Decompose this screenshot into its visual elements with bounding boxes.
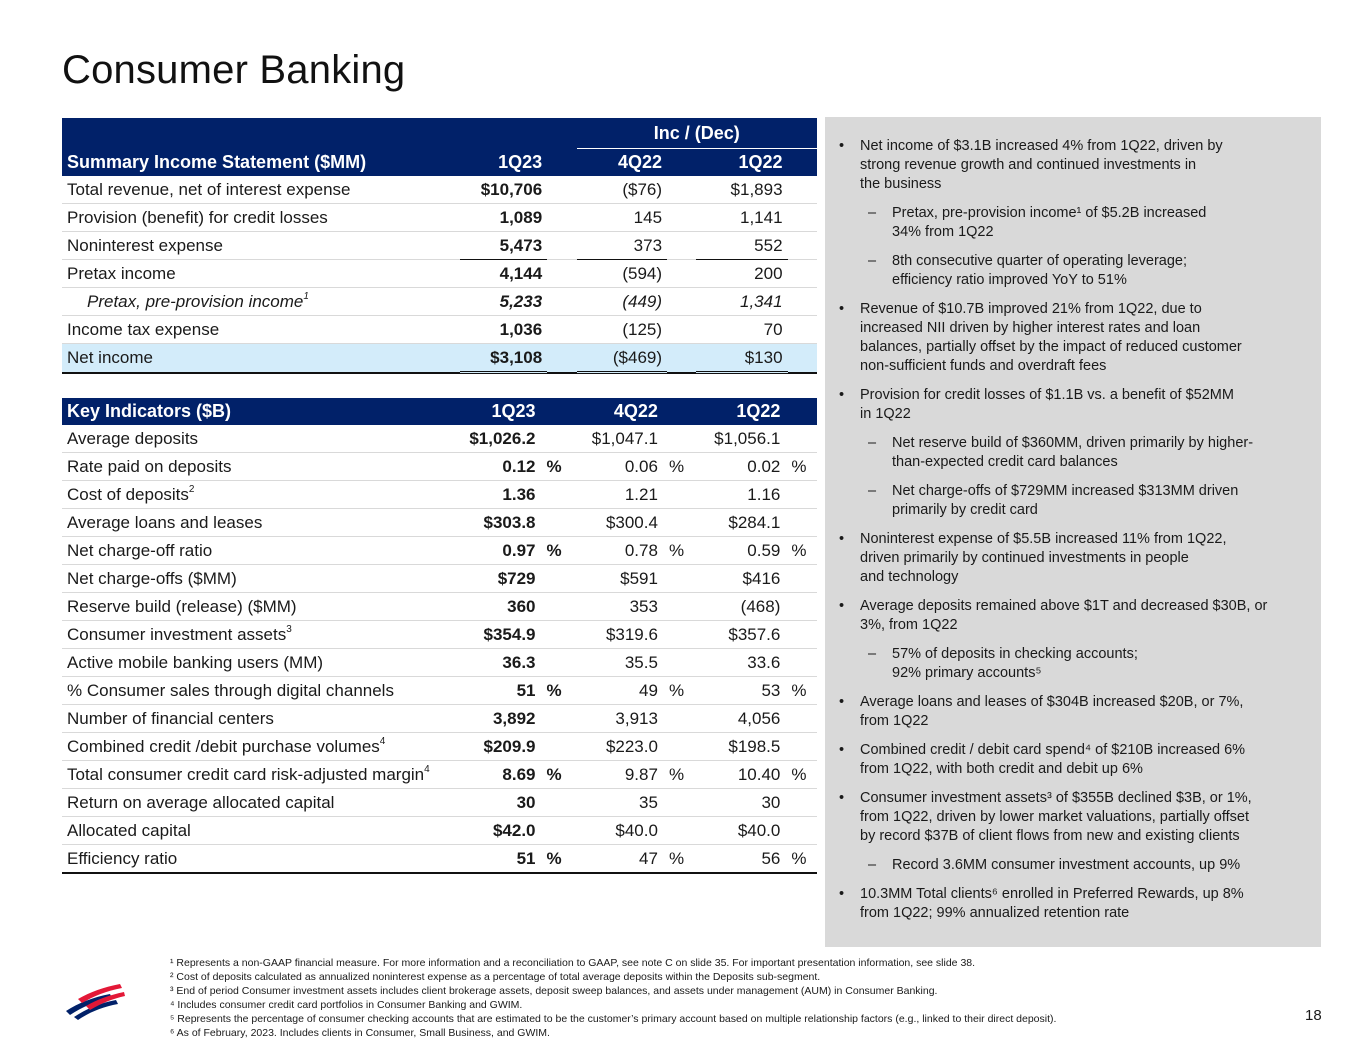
dash-marker: – bbox=[868, 435, 877, 451]
bullet-line: Average deposits remained above $1T and decreased $30B, or bbox=[860, 598, 1268, 614]
footnote: ¹ Represents a non-GAAP financial measure. For more information and a reconciliation to GAAP, see note C on slide 35. For important presentation information, see slide 38. bbox=[170, 957, 976, 969]
bank-flag-logo bbox=[64, 981, 126, 1026]
footnote: ² Cost of deposits calculated as annualized noninterest expense as a percentage of total average deposits within the Deposits sub-segment. bbox=[170, 971, 821, 983]
table-row bbox=[62, 845, 817, 874]
row-label bbox=[62, 288, 460, 316]
unit-4q22 bbox=[663, 733, 695, 761]
row-label-text: Income tax expense bbox=[67, 320, 220, 339]
value-1q22: $40.0 bbox=[695, 817, 786, 845]
value-1q23: $1,026.2 bbox=[455, 425, 541, 453]
table-row bbox=[62, 481, 817, 509]
table-row bbox=[62, 705, 817, 733]
spacer-cell bbox=[667, 288, 696, 316]
row-label-text: Reserve build (release) ($MM) bbox=[67, 597, 297, 616]
value-1q22-change: 1,141 bbox=[696, 204, 787, 232]
value-1q23: $729 bbox=[455, 565, 541, 593]
unit-1q23 bbox=[541, 789, 573, 817]
value-1q22: $198.5 bbox=[695, 733, 786, 761]
value-1q22: 10.40 bbox=[695, 761, 786, 789]
table-row bbox=[62, 260, 817, 288]
footnote-ref: 4 bbox=[424, 764, 430, 776]
unit-1q22 bbox=[785, 789, 817, 817]
unit-1q22: % bbox=[785, 537, 817, 565]
unit-4q22: % bbox=[663, 677, 695, 705]
row-label-text: Consumer investment assets bbox=[67, 625, 287, 644]
row-label bbox=[62, 845, 455, 874]
value-1q23: $3,108 bbox=[460, 344, 547, 373]
row-label bbox=[62, 453, 455, 481]
spacer-cell bbox=[547, 204, 576, 232]
value-1q22-change: 552 bbox=[696, 232, 787, 260]
bullet-line: Noninterest expense of $5.5B increased 11% from 1Q22, bbox=[860, 531, 1227, 547]
row-label bbox=[62, 176, 460, 204]
spacer-cell bbox=[788, 176, 817, 204]
unit-1q22 bbox=[785, 481, 817, 509]
value-4q22-change: (594) bbox=[577, 260, 667, 288]
unit-4q22 bbox=[663, 705, 695, 733]
value-4q22-change: ($76) bbox=[577, 176, 667, 204]
bullet-line: Pretax, pre-provision income¹ of $5.2B increased bbox=[892, 205, 1207, 221]
bullet-line: by record $37B of client flows from new and existing clients bbox=[860, 828, 1240, 844]
table-row bbox=[62, 649, 817, 677]
unit-4q22 bbox=[663, 425, 695, 453]
row-label bbox=[62, 817, 455, 845]
unit-4q22 bbox=[663, 621, 695, 649]
bullet-line: 57% of deposits in checking accounts; bbox=[892, 646, 1138, 662]
unit-1q23 bbox=[541, 733, 573, 761]
row-label-text: Net charge-off ratio bbox=[67, 541, 213, 560]
footnote: ⁵ Represents the percentage of consumer checking accounts that are estimated to be the customer’s primary account based on multiple relationship factors (e.g., linked to their direct deposit). bbox=[170, 1013, 1057, 1025]
bullet-line: driven primarily by continued investments in people bbox=[860, 550, 1189, 566]
spacer-cell bbox=[667, 316, 696, 344]
table-row bbox=[62, 176, 817, 204]
bullet-line: Net income of $3.1B increased 4% from 1Q22, driven by bbox=[860, 138, 1223, 154]
bullet-marker: • bbox=[839, 387, 845, 403]
income-header-label: Summary Income Statement ($MM) bbox=[62, 149, 460, 177]
value-1q22-change: 200 bbox=[696, 260, 787, 288]
row-label bbox=[62, 232, 460, 260]
bullet-line: and technology bbox=[860, 569, 959, 585]
unit-1q23 bbox=[541, 425, 573, 453]
unit-4q22 bbox=[663, 789, 695, 817]
row-label bbox=[62, 344, 460, 373]
spacer-cell bbox=[547, 316, 576, 344]
value-1q22: 56 bbox=[695, 845, 786, 874]
spacer-cell bbox=[547, 344, 576, 373]
table-row bbox=[62, 593, 817, 621]
bullet-text bbox=[860, 885, 1305, 923]
bullet-line: the business bbox=[860, 176, 942, 192]
row-label-text: Average deposits bbox=[67, 429, 199, 448]
value-1q23: 51 bbox=[455, 677, 541, 705]
indicators-header-label: Key Indicators ($B) bbox=[62, 398, 455, 425]
value-4q22-change: ($469) bbox=[577, 344, 667, 373]
spacer-cell bbox=[788, 316, 817, 344]
value-4q22: 35.5 bbox=[572, 649, 663, 677]
unit-4q22: % bbox=[663, 845, 695, 874]
bullet-line: Net charge-offs of $729MM increased $313MM driven bbox=[892, 483, 1239, 499]
indicators-header-1q22: 1Q22 bbox=[695, 398, 786, 425]
row-label-text: Active mobile banking users (MM) bbox=[67, 653, 324, 672]
dash-marker: – bbox=[868, 857, 877, 873]
unit-1q23: % bbox=[541, 537, 573, 565]
row-label-text: Combined credit /debit purchase volumes bbox=[67, 737, 380, 756]
value-1q23: 5,473 bbox=[460, 232, 547, 260]
indicators-header-4q22: 4Q22 bbox=[572, 398, 663, 425]
bullet-line: 34% from 1Q22 bbox=[892, 224, 994, 240]
row-label-text: % Consumer sales through digital channels bbox=[67, 681, 394, 700]
value-4q22: $591 bbox=[572, 565, 663, 593]
value-4q22-change: (449) bbox=[577, 288, 667, 316]
value-1q22: $1,056.1 bbox=[695, 425, 786, 453]
unit-4q22 bbox=[663, 565, 695, 593]
spacer-cell bbox=[667, 204, 696, 232]
value-1q23: 360 bbox=[455, 593, 541, 621]
unit-4q22: % bbox=[663, 761, 695, 789]
footnote-ref: 4 bbox=[379, 736, 386, 748]
table-row bbox=[62, 509, 817, 537]
value-4q22: $1,047.1 bbox=[572, 425, 663, 453]
value-4q22-change: 145 bbox=[577, 204, 667, 232]
row-label bbox=[62, 621, 455, 649]
unit-4q22 bbox=[663, 649, 695, 677]
footnote: ⁶ As of February, 2023. Includes clients in Consumer, Small Business, and GWIM. bbox=[170, 1027, 550, 1039]
value-1q22: $284.1 bbox=[695, 509, 786, 537]
commentary-panel bbox=[825, 117, 1321, 947]
spacer-cell bbox=[547, 260, 576, 288]
row-label bbox=[62, 677, 455, 705]
bullet-text bbox=[892, 434, 1305, 472]
value-4q22: $300.4 bbox=[572, 509, 663, 537]
bullet-line: non-sufficient funds and overdraft fees bbox=[860, 358, 1107, 374]
spacer-cell bbox=[788, 288, 817, 316]
row-label-text: Return on average allocated capital bbox=[67, 793, 335, 812]
unit-1q23 bbox=[541, 621, 573, 649]
row-label-text: Number of financial centers bbox=[67, 709, 274, 728]
unit-1q22 bbox=[785, 817, 817, 845]
footnote-ref: 1 bbox=[303, 291, 309, 303]
bullet-line: 3%, from 1Q22 bbox=[860, 617, 958, 633]
bullet-text bbox=[860, 530, 1305, 587]
row-label-text: Efficiency ratio bbox=[67, 849, 178, 868]
row-label-text: Total consumer credit card risk-adjusted margin bbox=[67, 765, 425, 784]
bullet-line: strong revenue growth and continued investments in bbox=[860, 157, 1197, 173]
value-4q22: 9.87 bbox=[572, 761, 663, 789]
unit-1q22: % bbox=[785, 677, 817, 705]
value-1q22: 0.59 bbox=[695, 537, 786, 565]
unit-1q23 bbox=[541, 649, 573, 677]
income-header-1q23: 1Q23 bbox=[460, 149, 547, 177]
unit-1q23 bbox=[541, 593, 573, 621]
unit-1q22 bbox=[785, 733, 817, 761]
bullet-line: in 1Q22 bbox=[860, 406, 911, 422]
bullet-text bbox=[860, 789, 1305, 846]
indicators-header-1q23: 1Q23 bbox=[455, 398, 541, 425]
unit-1q22: % bbox=[785, 845, 817, 874]
table-row bbox=[62, 425, 817, 453]
unit-1q23 bbox=[541, 817, 573, 845]
spacer-cell bbox=[788, 260, 817, 288]
unit-1q22 bbox=[785, 705, 817, 733]
unit-4q22 bbox=[663, 481, 695, 509]
bullet-marker: • bbox=[839, 886, 845, 902]
row-label-text: Rate paid on deposits bbox=[67, 457, 232, 476]
bullet-line: Average loans and leases of $304B increased $20B, or 7%, bbox=[860, 694, 1244, 710]
table-row bbox=[62, 733, 817, 761]
bullet-text bbox=[860, 597, 1305, 635]
bullet-line: Provision for credit losses of $1.1B vs. a benefit of $52MM bbox=[860, 387, 1234, 403]
value-1q23: 30 bbox=[455, 789, 541, 817]
value-4q22: $40.0 bbox=[572, 817, 663, 845]
value-4q22-change: (125) bbox=[577, 316, 667, 344]
bullet-line: efficiency ratio improved YoY to 51% bbox=[892, 272, 1127, 288]
bullet-line: Net reserve build of $360MM, driven primarily by higher- bbox=[892, 435, 1254, 451]
value-1q23: $10,706 bbox=[460, 176, 547, 204]
value-1q22-change: $130 bbox=[696, 344, 787, 373]
table-row bbox=[62, 316, 817, 344]
spacer-cell bbox=[667, 344, 696, 373]
table-row bbox=[62, 204, 817, 232]
bullet-text bbox=[892, 252, 1305, 290]
table-row bbox=[62, 565, 817, 593]
row-label bbox=[62, 789, 455, 817]
value-1q22: 0.02 bbox=[695, 453, 786, 481]
value-4q22: 0.06 bbox=[572, 453, 663, 481]
bullet-text bbox=[860, 300, 1305, 376]
unit-1q22: % bbox=[785, 453, 817, 481]
spacer-cell bbox=[547, 176, 576, 204]
spacer-cell bbox=[547, 288, 576, 316]
value-4q22: 1.21 bbox=[572, 481, 663, 509]
unit-1q23: % bbox=[541, 453, 573, 481]
row-label-text: Provision (benefit) for credit losses bbox=[67, 208, 328, 227]
bullet-line: Revenue of $10.7B improved 21% from 1Q22, due to bbox=[860, 301, 1202, 317]
value-1q23: 1,036 bbox=[460, 316, 547, 344]
value-4q22: 47 bbox=[572, 845, 663, 874]
value-1q22-change: 1,341 bbox=[696, 288, 787, 316]
row-label-text: Net charge-offs ($MM) bbox=[67, 569, 237, 588]
unit-1q22 bbox=[785, 593, 817, 621]
bullet-line: than-expected credit card balances bbox=[892, 454, 1118, 470]
unit-1q23 bbox=[541, 509, 573, 537]
table-row bbox=[62, 789, 817, 817]
bullet-marker: • bbox=[839, 742, 845, 758]
spacer-cell bbox=[667, 260, 696, 288]
unit-1q23: % bbox=[541, 761, 573, 789]
value-1q22-change: $1,893 bbox=[696, 176, 787, 204]
bullet-line: from 1Q22; 99% annualized retention rate bbox=[860, 905, 1130, 921]
unit-4q22 bbox=[663, 817, 695, 845]
bullet-line: Combined credit / debit card spend⁴ of $210B increased 6% bbox=[860, 742, 1246, 758]
row-label bbox=[62, 733, 455, 761]
income-statement-table bbox=[62, 118, 817, 374]
bullet-text bbox=[860, 693, 1305, 731]
table-row bbox=[62, 288, 817, 316]
value-1q23: $303.8 bbox=[455, 509, 541, 537]
bullet-text bbox=[892, 856, 1305, 875]
row-label bbox=[62, 649, 455, 677]
row-label-text: Cost of deposits bbox=[67, 485, 189, 504]
value-1q23: 8.69 bbox=[455, 761, 541, 789]
bullet-line: Record 3.6MM consumer investment accounts, up 9% bbox=[892, 857, 1241, 873]
value-1q22-change: 70 bbox=[696, 316, 787, 344]
row-label-text: Pretax income bbox=[67, 264, 176, 283]
row-label-text: Total revenue, net of interest expense bbox=[67, 180, 351, 199]
bullet-marker: • bbox=[839, 531, 845, 547]
unit-4q22: % bbox=[663, 537, 695, 565]
value-1q22: 33.6 bbox=[695, 649, 786, 677]
footnote: ³ End of period Consumer investment assets includes client brokerage assets, deposit sweep balances, and assets under management (AUM) in Consumer Banking. bbox=[170, 985, 938, 997]
row-label-text: Average loans and leases bbox=[67, 513, 263, 532]
row-label bbox=[62, 761, 455, 789]
row-label-text: Allocated capital bbox=[67, 821, 191, 840]
table-row bbox=[62, 677, 817, 705]
value-4q22: 3,913 bbox=[572, 705, 663, 733]
value-1q23: 0.12 bbox=[455, 453, 541, 481]
unit-1q23 bbox=[541, 705, 573, 733]
footnotes bbox=[170, 956, 1056, 1040]
unit-1q23 bbox=[541, 565, 573, 593]
bullet-line: increased NII driven by higher interest rates and loan bbox=[860, 320, 1201, 336]
bullet-line: from 1Q22, driven by lower market valuations, partially offset bbox=[860, 809, 1249, 825]
unit-1q22: % bbox=[785, 761, 817, 789]
footnote: ⁴ Includes consumer credit card portfolios in Consumer Banking and GWIM. bbox=[170, 999, 523, 1011]
bullet-line: from 1Q22 bbox=[860, 713, 929, 729]
spacer-cell bbox=[667, 232, 696, 260]
unit-1q23 bbox=[541, 481, 573, 509]
row-label bbox=[62, 204, 460, 232]
dash-marker: – bbox=[868, 253, 877, 269]
row-label-text: Net income bbox=[67, 348, 153, 368]
income-header-4q22: 4Q22 bbox=[577, 149, 667, 177]
value-1q23: $354.9 bbox=[455, 621, 541, 649]
footnote-ref: 2 bbox=[188, 484, 195, 496]
spacer-cell bbox=[547, 232, 576, 260]
page-title: Consumer Banking bbox=[62, 48, 406, 92]
dash-marker: – bbox=[868, 205, 877, 221]
value-1q23: 5,233 bbox=[460, 288, 547, 316]
row-label bbox=[62, 425, 455, 453]
table-row bbox=[62, 761, 817, 789]
value-4q22: $223.0 bbox=[572, 733, 663, 761]
row-label bbox=[62, 565, 455, 593]
bullet-text bbox=[860, 741, 1305, 779]
row-label bbox=[62, 481, 455, 509]
bullet-line: 10.3MM Total clients⁶ enrolled in Preferred Rewards, up 8% bbox=[860, 886, 1244, 902]
unit-4q22: % bbox=[663, 453, 695, 481]
table-row bbox=[62, 453, 817, 481]
unit-1q22 bbox=[785, 565, 817, 593]
row-label bbox=[62, 316, 460, 344]
value-1q23: $42.0 bbox=[455, 817, 541, 845]
income-header-1q22: 1Q22 bbox=[696, 149, 787, 177]
bullet-text bbox=[892, 204, 1305, 242]
bullet-marker: • bbox=[839, 790, 845, 806]
bullet-text bbox=[892, 645, 1305, 683]
value-1q22: 30 bbox=[695, 789, 786, 817]
bullet-line: primarily by credit card bbox=[892, 502, 1038, 518]
bullet-text bbox=[860, 137, 1305, 194]
row-label bbox=[62, 537, 455, 565]
table-row bbox=[62, 232, 817, 260]
value-1q23: 4,144 bbox=[460, 260, 547, 288]
key-indicators-table bbox=[62, 398, 817, 874]
value-1q22: $357.6 bbox=[695, 621, 786, 649]
unit-1q22 bbox=[785, 649, 817, 677]
value-1q23: 1.36 bbox=[455, 481, 541, 509]
value-1q23: 3,892 bbox=[455, 705, 541, 733]
bullet-line: from 1Q22, with both credit and debit up 6% bbox=[860, 761, 1143, 777]
spacer-cell bbox=[788, 344, 817, 373]
value-1q22: (468) bbox=[695, 593, 786, 621]
value-4q22: 35 bbox=[572, 789, 663, 817]
row-label bbox=[62, 260, 460, 288]
dash-marker: – bbox=[868, 646, 877, 662]
value-1q22: 1.16 bbox=[695, 481, 786, 509]
table-row bbox=[62, 537, 817, 565]
value-4q22-change: 373 bbox=[577, 232, 667, 260]
spacer-cell bbox=[667, 176, 696, 204]
value-1q23: 1,089 bbox=[460, 204, 547, 232]
value-4q22: $319.6 bbox=[572, 621, 663, 649]
footnote-ref: 3 bbox=[286, 624, 292, 636]
row-label bbox=[62, 593, 455, 621]
bullet-line: 8th consecutive quarter of operating leverage; bbox=[892, 253, 1188, 269]
value-1q23: $209.9 bbox=[455, 733, 541, 761]
row-label bbox=[62, 705, 455, 733]
value-1q23: 0.97 bbox=[455, 537, 541, 565]
unit-1q22 bbox=[785, 425, 817, 453]
bullet-line: Consumer investment assets³ of $355B declined $3B, or 1%, bbox=[860, 790, 1252, 806]
table-row bbox=[62, 621, 817, 649]
row-label-text: Pretax, pre-provision income bbox=[87, 292, 304, 311]
table-row bbox=[62, 817, 817, 845]
value-1q23: 51 bbox=[455, 845, 541, 874]
bullet-marker: • bbox=[839, 301, 845, 317]
value-4q22: 353 bbox=[572, 593, 663, 621]
unit-1q23: % bbox=[541, 845, 573, 874]
value-1q22: $416 bbox=[695, 565, 786, 593]
spacer-cell bbox=[788, 232, 817, 260]
value-1q23: 36.3 bbox=[455, 649, 541, 677]
bullet-line: balances, partially offset by the impact of reduced customer bbox=[860, 339, 1242, 355]
bullet-marker: • bbox=[839, 138, 845, 154]
unit-1q22 bbox=[785, 621, 817, 649]
value-1q22: 53 bbox=[695, 677, 786, 705]
unit-1q23: % bbox=[541, 677, 573, 705]
unit-4q22 bbox=[663, 593, 695, 621]
page-number: 18 bbox=[1305, 1007, 1322, 1024]
bullet-text bbox=[892, 482, 1305, 520]
bullet-text bbox=[860, 386, 1305, 424]
value-1q22: 4,056 bbox=[695, 705, 786, 733]
value-4q22: 0.78 bbox=[572, 537, 663, 565]
spacer-cell bbox=[788, 204, 817, 232]
bullet-marker: • bbox=[839, 694, 845, 710]
unit-4q22 bbox=[663, 509, 695, 537]
table-row bbox=[62, 344, 817, 373]
row-label bbox=[62, 509, 455, 537]
bullet-line: 92% primary accounts⁵ bbox=[892, 665, 1042, 681]
bullet-marker: • bbox=[839, 598, 845, 614]
value-4q22: 49 bbox=[572, 677, 663, 705]
row-label-text: Noninterest expense bbox=[67, 236, 223, 255]
dash-marker: – bbox=[868, 483, 877, 499]
unit-1q22 bbox=[785, 509, 817, 537]
inc-dec-header: Inc / (Dec) bbox=[577, 118, 817, 149]
